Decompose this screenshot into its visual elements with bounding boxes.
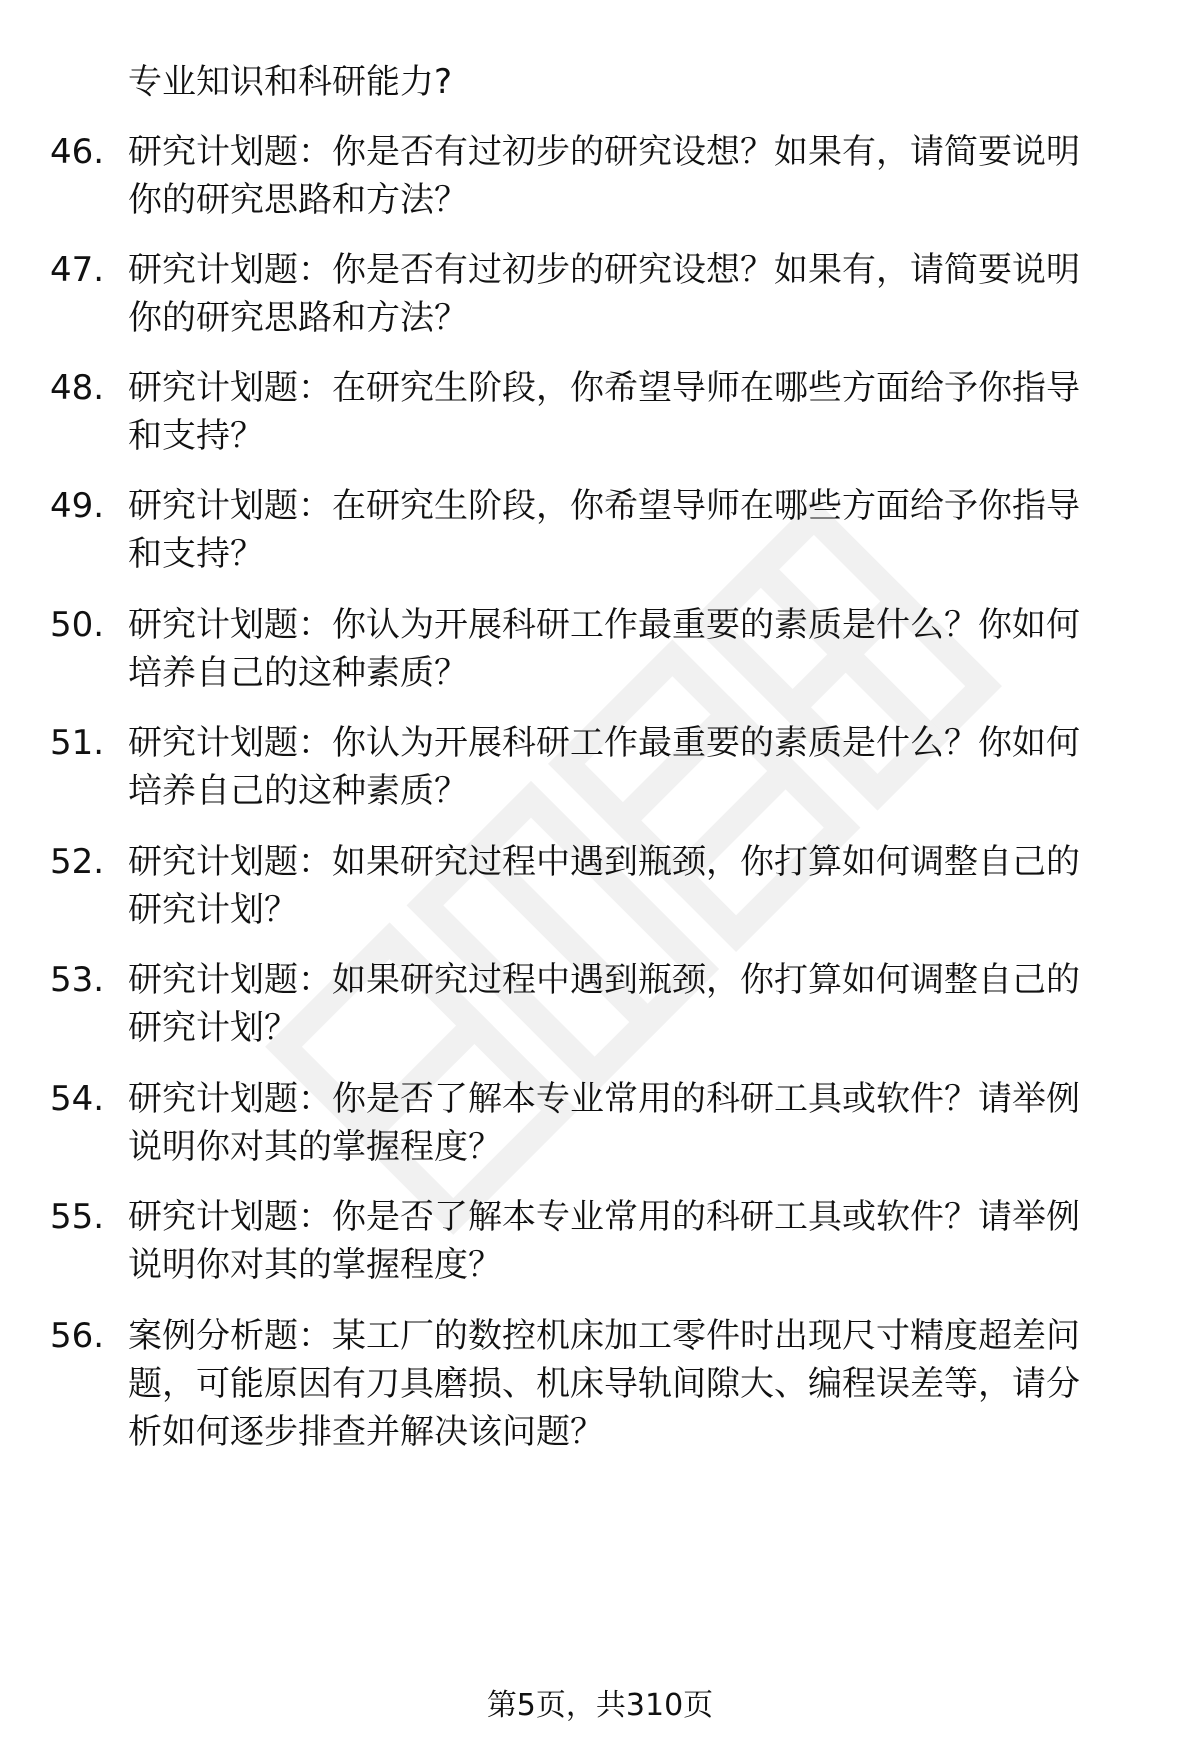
question-text: [128, 128, 1128, 224]
question-line: 析如何逐步排查并解决该问题？: [128, 1412, 604, 1452]
question-line: 题，可能原因有刀具磨损、机床导轨间隙大、编程误差等，请分: [128, 1364, 1080, 1404]
question-text: [128, 956, 1128, 1052]
question-text: [128, 601, 1128, 697]
question-number: 49.: [50, 486, 105, 526]
question-line: 说明你对其的掌握程度？: [128, 1127, 502, 1167]
question-line: 培养自己的这种素质？: [128, 771, 468, 811]
question-number: 52.: [50, 842, 105, 882]
question-line: 说明你对其的掌握程度？: [128, 1245, 502, 1285]
question-line: 研究计划？: [128, 1008, 298, 1048]
question-line: 研究计划题：如果研究过程中遇到瓶颈，你打算如何调整自己的: [128, 842, 1080, 882]
question-number: 56.: [50, 1316, 105, 1356]
page-footer: 第5页，共310页: [486, 1688, 714, 1723]
question-text: [128, 1312, 1128, 1456]
question-text: [128, 246, 1128, 342]
question-number: 50.: [50, 605, 105, 645]
question-number: 46.: [50, 132, 105, 172]
question-line: 和支持？: [128, 534, 264, 574]
question-line: 研究计划题：如果研究过程中遇到瓶颈，你打算如何调整自己的: [128, 960, 1080, 1000]
question-line: 你的研究思路和方法？: [128, 298, 468, 338]
question-line: 研究计划题：你是否有过初步的研究设想？如果有，请简要说明: [128, 132, 1080, 172]
question-text: [128, 1193, 1128, 1289]
continuation-line: 专业知识和科研能力?: [128, 62, 453, 102]
question-line: 和支持？: [128, 416, 264, 456]
question-text: [128, 364, 1128, 460]
question-number: 47.: [50, 250, 105, 290]
question-line: 研究计划题：你是否了解本专业常用的科研工具或软件？请举例: [128, 1197, 1080, 1237]
question-line: 案例分析题：某工厂的数控机床加工零件时出现尺寸精度超差问: [128, 1316, 1080, 1356]
question-text: [128, 482, 1128, 578]
question-line: 研究计划题：你是否有过初步的研究设想？如果有，请简要说明: [128, 250, 1080, 290]
question-text: [128, 1075, 1128, 1171]
question-number: 48.: [50, 368, 105, 408]
question-line: 研究计划？: [128, 890, 298, 930]
question-number: 53.: [50, 960, 105, 1000]
question-line: 你的研究思路和方法？: [128, 180, 468, 220]
question-text: [128, 719, 1128, 815]
question-number: 51.: [50, 723, 105, 763]
question-line: 研究计划题：你是否了解本专业常用的科研工具或软件？请举例: [128, 1079, 1080, 1119]
question-number: 54.: [50, 1079, 105, 1119]
question-line: 研究计划题：你认为开展科研工作最重要的素质是什么？你如何: [128, 723, 1080, 763]
question-text: [128, 838, 1128, 934]
question-number: 55.: [50, 1197, 105, 1237]
question-line: 培养自己的这种素质？: [128, 653, 468, 693]
question-line: 研究计划题：在研究生阶段，你希望导师在哪些方面给予你指导: [128, 486, 1080, 526]
question-line: 研究计划题：你认为开展科研工作最重要的素质是什么？你如何: [128, 605, 1080, 645]
question-line: 研究计划题：在研究生阶段，你希望导师在哪些方面给予你指导: [128, 368, 1080, 408]
